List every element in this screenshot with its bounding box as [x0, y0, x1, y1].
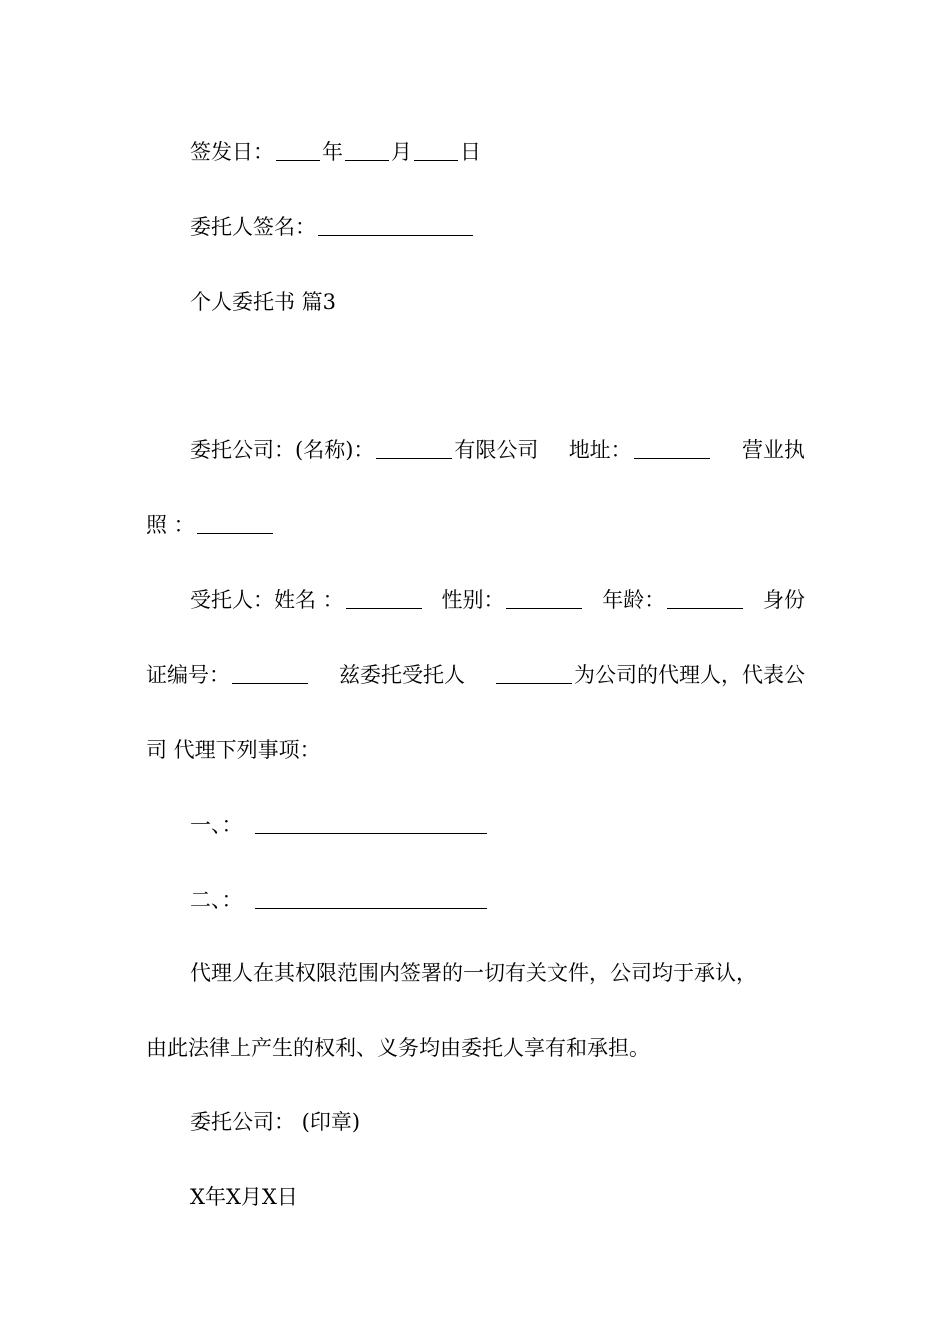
gender-label: 性别： [441, 588, 505, 612]
item-one-blank [255, 832, 487, 834]
seal-line: 委托公司： (印章) [190, 1110, 361, 1134]
license-label: 营业执 [741, 438, 805, 462]
id-number-blank [232, 682, 308, 684]
company-name-blank [376, 457, 452, 459]
item-two-label: 二、： [190, 888, 243, 912]
license-cont-label: 照 ： [146, 513, 195, 537]
license-cont-line [146, 510, 275, 540]
company-ltd: 有限公司 [454, 438, 539, 462]
day-blank [414, 159, 458, 161]
agent-text: 为公司的代理人，代表公 [574, 663, 805, 687]
trustee-name-blank [346, 607, 422, 609]
signer-label: 委托人签名： [190, 215, 316, 239]
gender-blank [506, 607, 582, 609]
signature-blank [318, 234, 473, 236]
item-two-line [190, 885, 487, 915]
year-blank [276, 159, 320, 161]
year-label: 年 [322, 140, 343, 164]
entrust-text: 兹委托受托人 [339, 663, 465, 687]
id-number-line [146, 660, 805, 690]
address-blank [634, 457, 710, 459]
item-two-blank [255, 907, 487, 909]
matters-line: 司 代理下列事项： [146, 738, 321, 762]
paragraph-line-2: 由此法律上产生的权利、义务均由委托人享有和承担。 [146, 1036, 650, 1060]
issue-date-label: 签发日： [190, 140, 274, 164]
age-blank [667, 607, 743, 609]
company-line [190, 435, 805, 465]
paragraph-line-1: 代理人在其权限范围内签署的一切有关文件，公司均于承认， [190, 961, 757, 985]
date-line: X年X月X日 [190, 1185, 298, 1209]
age-label: 年龄： [602, 588, 666, 612]
trustee-name-label: 受托人：姓名 ： [190, 588, 344, 612]
item-one-label: 一、： [190, 813, 243, 837]
company-label: 委托公司：(名称)： [190, 438, 375, 462]
id-number-label: 证编号： [146, 663, 230, 687]
trustee-line [190, 585, 805, 615]
day-label: 日 [460, 140, 481, 164]
issue-date-line [190, 137, 481, 167]
item-one-line [190, 810, 487, 840]
id-label: 身份 [762, 588, 805, 612]
section-heading: 个人委托书 篇3 [190, 290, 337, 314]
signer-line [190, 212, 473, 242]
month-label: 月 [391, 140, 412, 164]
month-blank [345, 159, 389, 161]
agent-name-blank [496, 682, 572, 684]
license-blank [197, 532, 273, 534]
address-label: 地址： [568, 438, 632, 462]
